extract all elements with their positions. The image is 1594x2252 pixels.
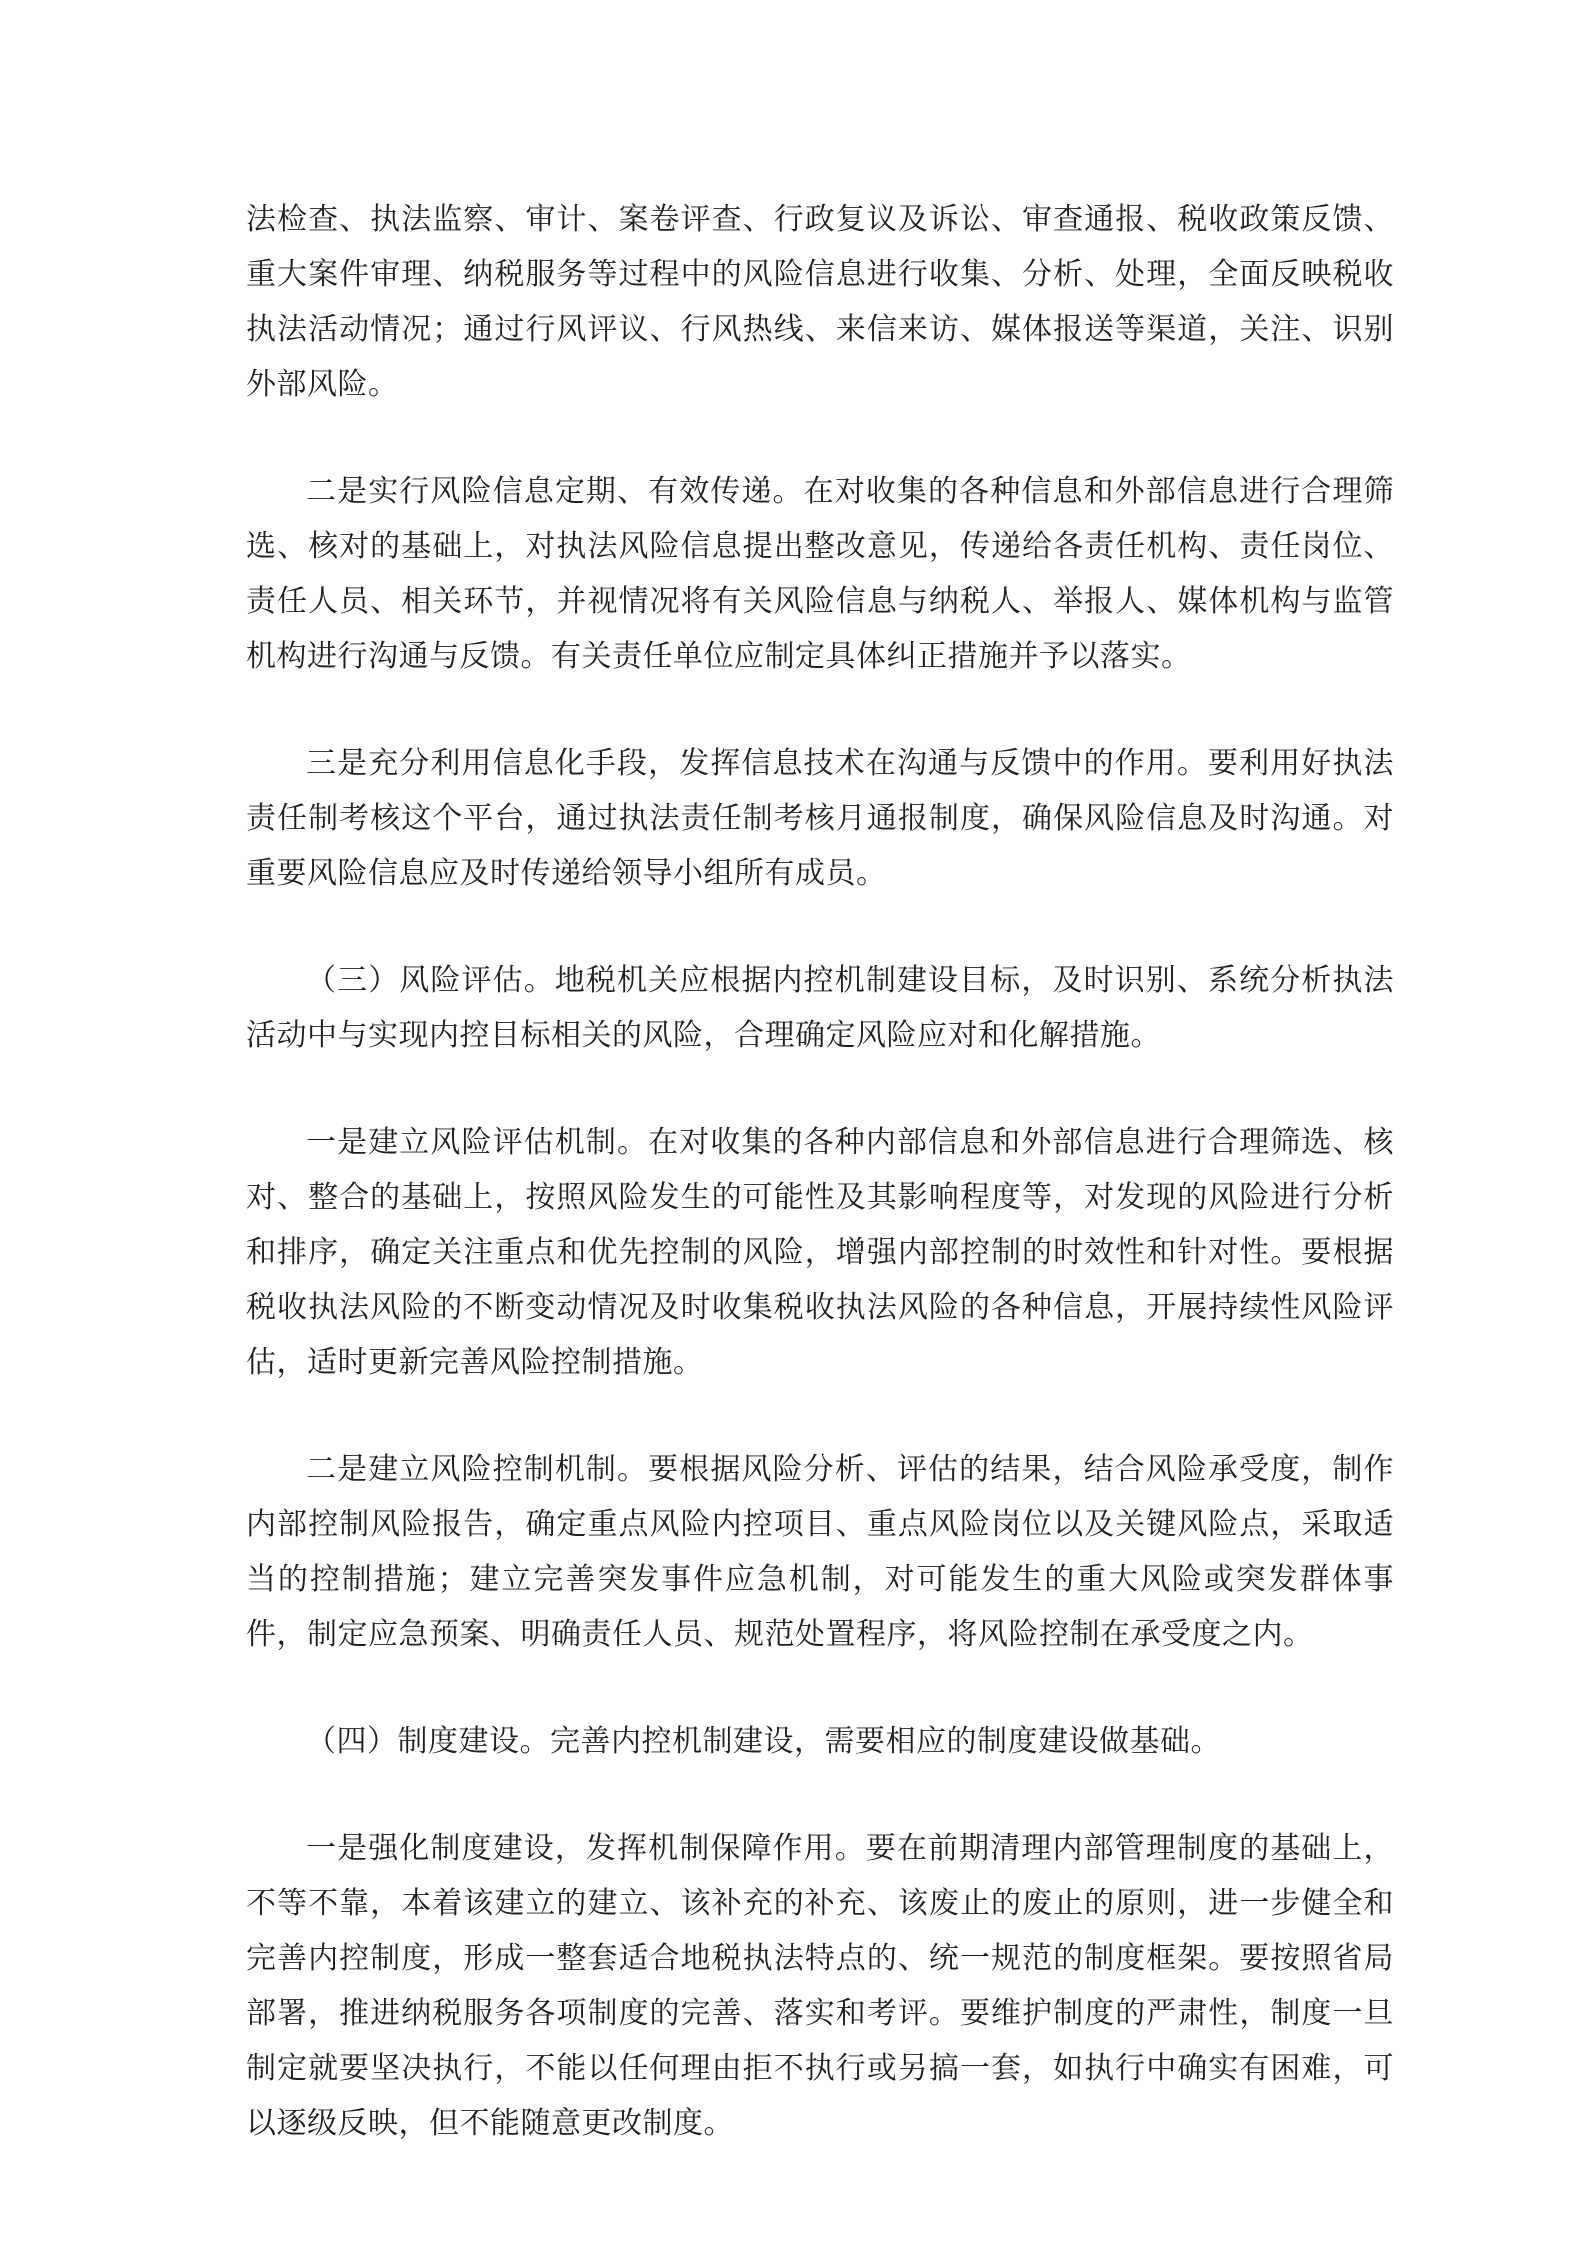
document-body xyxy=(246,192,1394,2151)
paragraph-risk-assessment-mechanism: 一是建立风险评估机制。在对收集的各种内部信息和外部信息进行合理筛选、核对、整合的基础上，按照风险发生的可能性及其影响程度等，对发现的风险进行分析和排序，确定关注重点和优先控制的风险，增强内部控制的时效性和针对性。要根据税收执法风险的不断变动情况及时收集税收执法风险的各种信息，开展持续性风险评估，适时更新完善风险控制措施。 xyxy=(246,1125,1394,1380)
paragraph-continuation: 法检查、执法监察、审计、案卷评查、行政复议及诉讼、审查通报、税收政策反馈、重大案件审理、纳税服务等过程中的风险信息进行收集、分析、处理，全面反映税收执法活动情况；通过行风评议、行风热线、来信来访、媒体报送等渠道，关注、识别外部风险。 xyxy=(246,202,1394,402)
paragraph-informatization: 三是充分利用信息化手段，发挥信息技术在沟通与反馈中的作用。要利用好执法责任制考核这个平台，通过执法责任制考核月通报制度，确保风险信息及时沟通。对重要风险信息应及时传递给领导小组所有成员。 xyxy=(246,746,1394,891)
paragraph-risk-control-mechanism: 二是建立风险控制机制。要根据风险分析、评估的结果，结合风险承受度，制作内部控制风险报告，确定重点风险内控项目、重点风险岗位以及关键风险点，采取适当的控制措施；建立完善突发事件应急机制，对可能发生的重大风险或突发群体事件，制定应急预案、明确责任人员、规范处置程序，将风险控制在承受度之内。 xyxy=(246,1452,1394,1652)
section-heading-risk-assessment: （三）风险评估。地税机关应根据内控机制建设目标，及时识别、系统分析执法活动中与实现内控目标相关的风险，合理确定风险应对和化解措施。 xyxy=(246,963,1394,1053)
section-heading-system-building: （四）制度建设。完善内控机制建设，需要相应的制度建设做基础。 xyxy=(306,1724,1221,1759)
paragraph-system-building: 一是强化制度建设，发挥机制保障作用。要在前期清理内部管理制度的基础上，不等不靠，本着该建立的建立、该补充的补充、该废止的废止的原则，进一步健全和完善内控制度，形成一整套适合地税执法特点的、统一规范的制度框架。要按照省局部署，推进纳税服务各项制度的完善、落实和考评。要维护制度的严肃性，制度一旦制定就要坚决执行，不能以任何理由拒不执行或另搞一套，如执行中确实有困难，可以逐级反映，但不能随意更改制度。 xyxy=(246,1831,1394,2141)
paragraph-risk-info-transfer: 二是实行风险信息定期、有效传递。在对收集的各种信息和外部信息进行合理筛选、核对的基础上，对执法风险信息提出整改意见，传递给各责任机构、责任岗位、责任人员、相关环节，并视情况将有关风险信息与纳税人、举报人、媒体机构与监管机构进行沟通与反馈。有关责任单位应制定具体纠正措施并予以落实。 xyxy=(246,474,1394,674)
